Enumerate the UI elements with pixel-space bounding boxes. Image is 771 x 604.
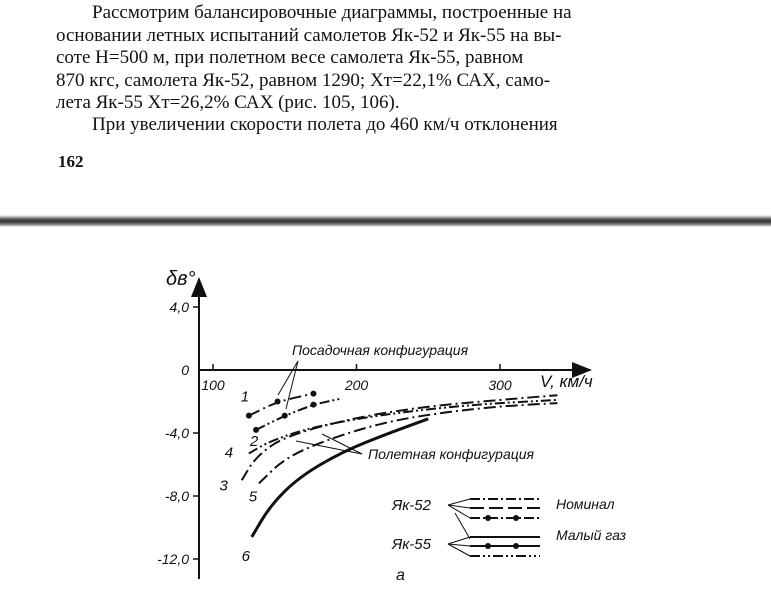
- series-label-2: 2: [249, 432, 259, 450]
- leader-line-landing-1: [278, 361, 298, 395]
- y-tick-label: -4,0: [164, 425, 189, 441]
- y-axis-label: δв°: [166, 268, 196, 290]
- x-tick-label: 100: [201, 377, 225, 393]
- legend-mode-idle: Малый газ: [556, 527, 627, 543]
- chart-legend: [448, 499, 540, 556]
- text-line: Рассмотрим балансировочные диаграммы, построенные на: [92, 2, 572, 23]
- series-line-5: [259, 403, 557, 483]
- series-label-5: 5: [248, 488, 258, 506]
- legend-point: [513, 515, 519, 521]
- legend-point: [485, 543, 491, 549]
- series-label-4: 4: [224, 444, 234, 462]
- series-point-1: [275, 399, 281, 405]
- page-number: 162: [58, 152, 84, 171]
- leader-line-flight-1: [322, 434, 362, 454]
- paragraph-1: [56, 2, 720, 115]
- text-line: соте H=500 м, при полетном весе самолета Як-55, равном: [56, 47, 524, 68]
- text-line: лета Як-55 Xт=26,2% САХ (рис. 105, 106).: [56, 92, 400, 113]
- book-gutter-shadow: [0, 215, 771, 227]
- y-tick-label: 0: [181, 362, 189, 378]
- text-line: 870 кгс, самолета Як-52, равном 1290; Xт=22,1% САХ, само-: [56, 69, 551, 91]
- legend-aircraft-yak55: Як-55: [392, 536, 431, 553]
- legend-connector: [448, 499, 470, 505]
- series-point-2: [310, 402, 316, 408]
- figure-label: а: [396, 567, 405, 584]
- x-tick-label: 200: [344, 377, 369, 393]
- y-tick-label: 4,0: [169, 299, 189, 315]
- text-line: При увеличении скорости полета до 460 км/ч отклонения: [92, 114, 558, 135]
- legend-point: [513, 543, 519, 549]
- y-tick-label: -8,0: [164, 488, 189, 504]
- series-point-2: [282, 413, 288, 419]
- x-axis-label: V, км/ч: [540, 372, 593, 391]
- series-line-2: [256, 398, 342, 430]
- chart-axes: [157, 279, 590, 579]
- x-tick-label: 300: [488, 377, 512, 393]
- series-point-1: [310, 391, 316, 397]
- legend-point: [485, 515, 491, 521]
- legend-aircraft-yak52: Як-52: [392, 497, 431, 514]
- book-page-top: [0, 0, 771, 215]
- series-point-1: [246, 413, 252, 419]
- legend-connector: [448, 537, 470, 544]
- chart-text: [166, 268, 627, 584]
- annotation-landing: Посадочная конфигурация: [292, 342, 469, 358]
- leader-line-landing-2: [286, 361, 298, 409]
- series-line-3: [242, 395, 558, 480]
- series-label-6: 6: [241, 547, 250, 565]
- text-line: основании летных испытаний самолетов Як-52 и Як-55 на вы-: [56, 24, 562, 46]
- balance-diagram: [0, 227, 771, 604]
- chart-series: [240, 388, 558, 537]
- series-line-1: [249, 394, 314, 416]
- series-label-1: 1: [240, 388, 250, 406]
- annotation-flight: Полетная конфигурация: [368, 446, 534, 462]
- y-tick-label: -12,0: [157, 551, 189, 567]
- book-page-bottom: [0, 227, 771, 604]
- legend-mode-nominal: Номинал: [556, 496, 615, 512]
- paragraph-2: [56, 114, 720, 137]
- series-label-3: 3: [219, 477, 228, 495]
